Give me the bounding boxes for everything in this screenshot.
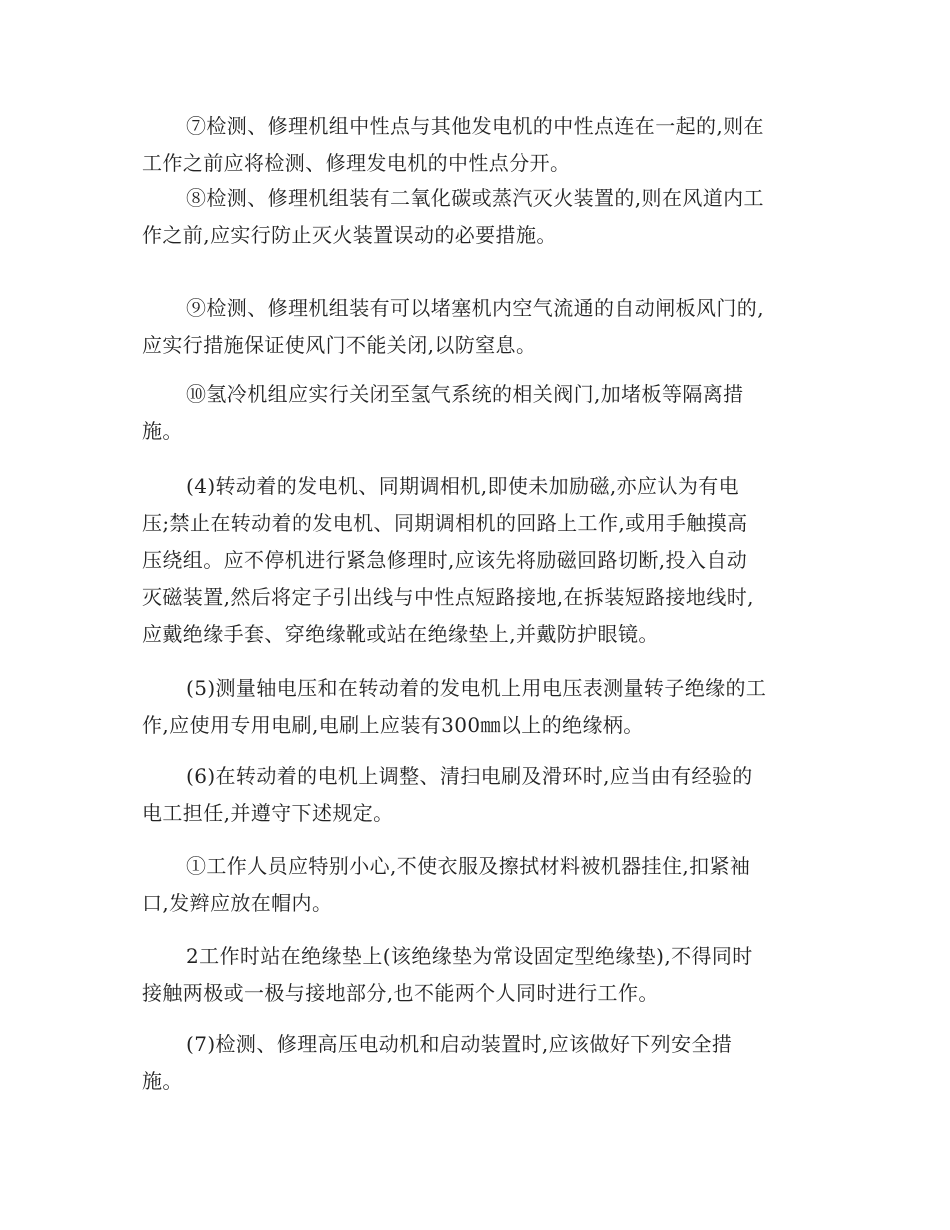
text-line: 作,应使用专用电刷,电刷上应装有300㎜以上的绝缘柄。 [142,713,644,737]
text-line: (7)检测、修理高压电动机和启动装置时,应该做好下列安全措 [186,1032,733,1056]
text-line: (5)测量轴电压和在转动着的发电机上用电压表测量转子绝缘的工 [186,676,767,700]
paragraph-1-staff-caution [142,848,822,922]
text-line: 工作之前应将检测、修理发电机的中性点分开。 [142,151,571,175]
text-line: ⑧检测、修理机组装有二氧化碳或蒸汽灭火装置的,则在风道内工 [186,186,764,210]
text-line: ⑩氢冷机组应实行关闭至氢气系统的相关阀门,加堵板等隔离措 [186,382,744,406]
paragraph-7-neutral-point [142,108,822,182]
text-line: 灭磁装置,然后将定子引出线与中性点短路接地,在拆装短路接地线时, [142,585,754,609]
text-line: 压绕组。应不停机进行紧急修理时,应该先将励磁回路切断,投入自动 [142,548,748,572]
text-line: 接触两极或一极与接地部分,也不能两个人同时进行工作。 [142,981,659,1005]
text-line: 施。 [142,1069,183,1093]
text-line: ①工作人员应特别小心,不使衣服及擦拭材料被机器挂住,扣紧袖 [186,854,751,878]
paragraph-8-fire-extinguisher [142,180,822,254]
text-line: ⑦检测、修理机组中性点与其他发电机的中性点连在一起的,则在 [186,114,764,138]
text-line: (4)转动着的发电机、同期调相机,即使未加励磁,亦应认为有电 [186,474,740,498]
text-line: 应戴绝缘手套、穿绝缘靴或站在绝缘垫上,并戴防护眼镜。 [142,622,659,646]
text-line: 施。 [142,419,183,443]
paragraph-10-hydrogen [142,376,822,450]
text-line: 口,发辫应放在帽内。 [142,891,333,915]
paragraph-4-rotating-generator [142,468,822,653]
text-line: 应实行措施保证使风门不能关闭,以防窒息。 [142,333,537,357]
text-line: ⑨检测、修理机组装有可以堵塞机内空气流通的自动闸板风门的, [186,296,764,320]
text-line: 作之前,应实行防止灭火装置误动的必要措施。 [142,223,557,247]
text-line: 电工担任,并遵守下述规定。 [142,801,394,825]
text-line: 2工作时站在绝缘垫上(该绝缘垫为常设固定型绝缘垫),不得同时 [186,944,753,968]
paragraph-6-brush-cleaning [142,758,822,832]
paragraph-2-insulation-mat [142,938,822,1012]
paragraph-9-damper [142,290,822,364]
text-line: 压;禁止在转动着的发电机、同期调相机的回路上工作,或用手触摸高 [142,511,748,535]
text-line: (6)在转动着的电机上调整、清扫电刷及滑环时,应当由有经验的 [186,764,753,788]
paragraph-5-shaft-voltage [142,670,822,744]
paragraph-7-high-voltage-motor [142,1026,822,1100]
